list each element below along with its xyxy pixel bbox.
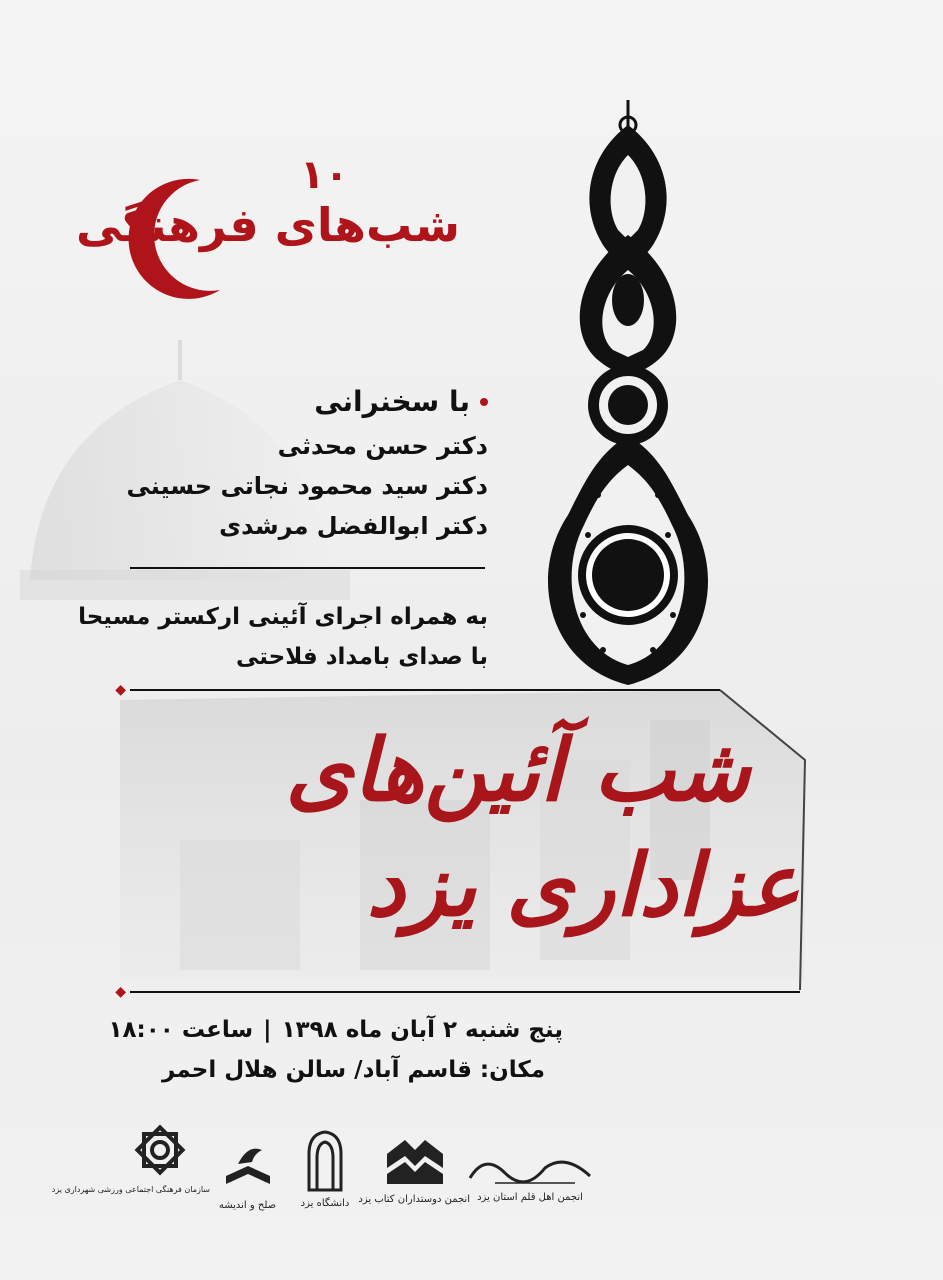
speakers-heading-row [108, 385, 488, 418]
music-line: با صدای بامداد فلاحتی [235, 644, 488, 670]
main-title-line1: شب آئین‌های [285, 720, 750, 821]
divider [130, 689, 720, 691]
logo-caption: دانشگاه یزد [300, 1198, 350, 1209]
diamond-marker-icon: ◆ [115, 984, 126, 1000]
series-number: ۱۰ [300, 152, 349, 198]
divider [130, 567, 485, 569]
series-title: شب‌های فرهنگی [76, 198, 460, 252]
arch-icon [305, 1130, 345, 1194]
event-time: ساعت ۱۸:۰۰ [108, 1017, 254, 1043]
logo-caption: صلح و اندیشه [218, 1200, 277, 1211]
municipality-knot-icon [130, 1120, 190, 1180]
music-section [68, 597, 488, 677]
main-title-line2: عزاداری یزد [366, 835, 800, 936]
logo-book-lovers [360, 1120, 470, 1230]
event-location: مکان: قاسم آباد/ سالن هلال احمر [162, 1057, 545, 1083]
logo-writers-association [460, 1120, 600, 1230]
event-date: پنج شنبه ۲ آبان ماه ۱۳۹۸ [281, 1017, 563, 1043]
dove-book-icon [218, 1136, 278, 1196]
logo-caption: انجمن دوستداران کتاب یزد [358, 1194, 470, 1205]
bullet-dot-icon [480, 398, 488, 406]
series-logo [76, 150, 460, 310]
logo-yazd-university [290, 1120, 360, 1230]
main-title [110, 700, 830, 1000]
speakers-heading: با سخنرانی [314, 385, 470, 418]
speakers-section [108, 385, 488, 546]
event-date-row [108, 1010, 573, 1050]
event-separator: | [263, 1017, 272, 1043]
logo-caption: انجمن اهل قلم استان یزد [477, 1192, 583, 1203]
teardrop-ornament-icon [518, 95, 738, 695]
sponsor-logos [51, 1120, 830, 1230]
logo-municipality [51, 1120, 210, 1230]
logo-solh-andisheh [205, 1120, 290, 1230]
event-location-row [113, 1050, 573, 1090]
divider [130, 991, 800, 993]
logo-caption: سازمان فرهنگی اجتماعی ورزشی شهرداری یزد [51, 1185, 210, 1194]
speaker-name: دکتر حسن محدثی [277, 432, 488, 460]
speaker-name: دکتر سید محمود نجاتی حسینی [126, 472, 488, 500]
calligraphy-logo-icon [465, 1148, 595, 1188]
music-line: به همراه اجرای آئینی ارکستر مسیحا [78, 604, 488, 630]
speaker-name: دکتر ابوالفضل مرشدی [219, 512, 488, 540]
event-info [108, 1010, 573, 1090]
book-chevron-icon [383, 1134, 447, 1190]
diamond-marker-icon: ◆ [115, 682, 126, 698]
